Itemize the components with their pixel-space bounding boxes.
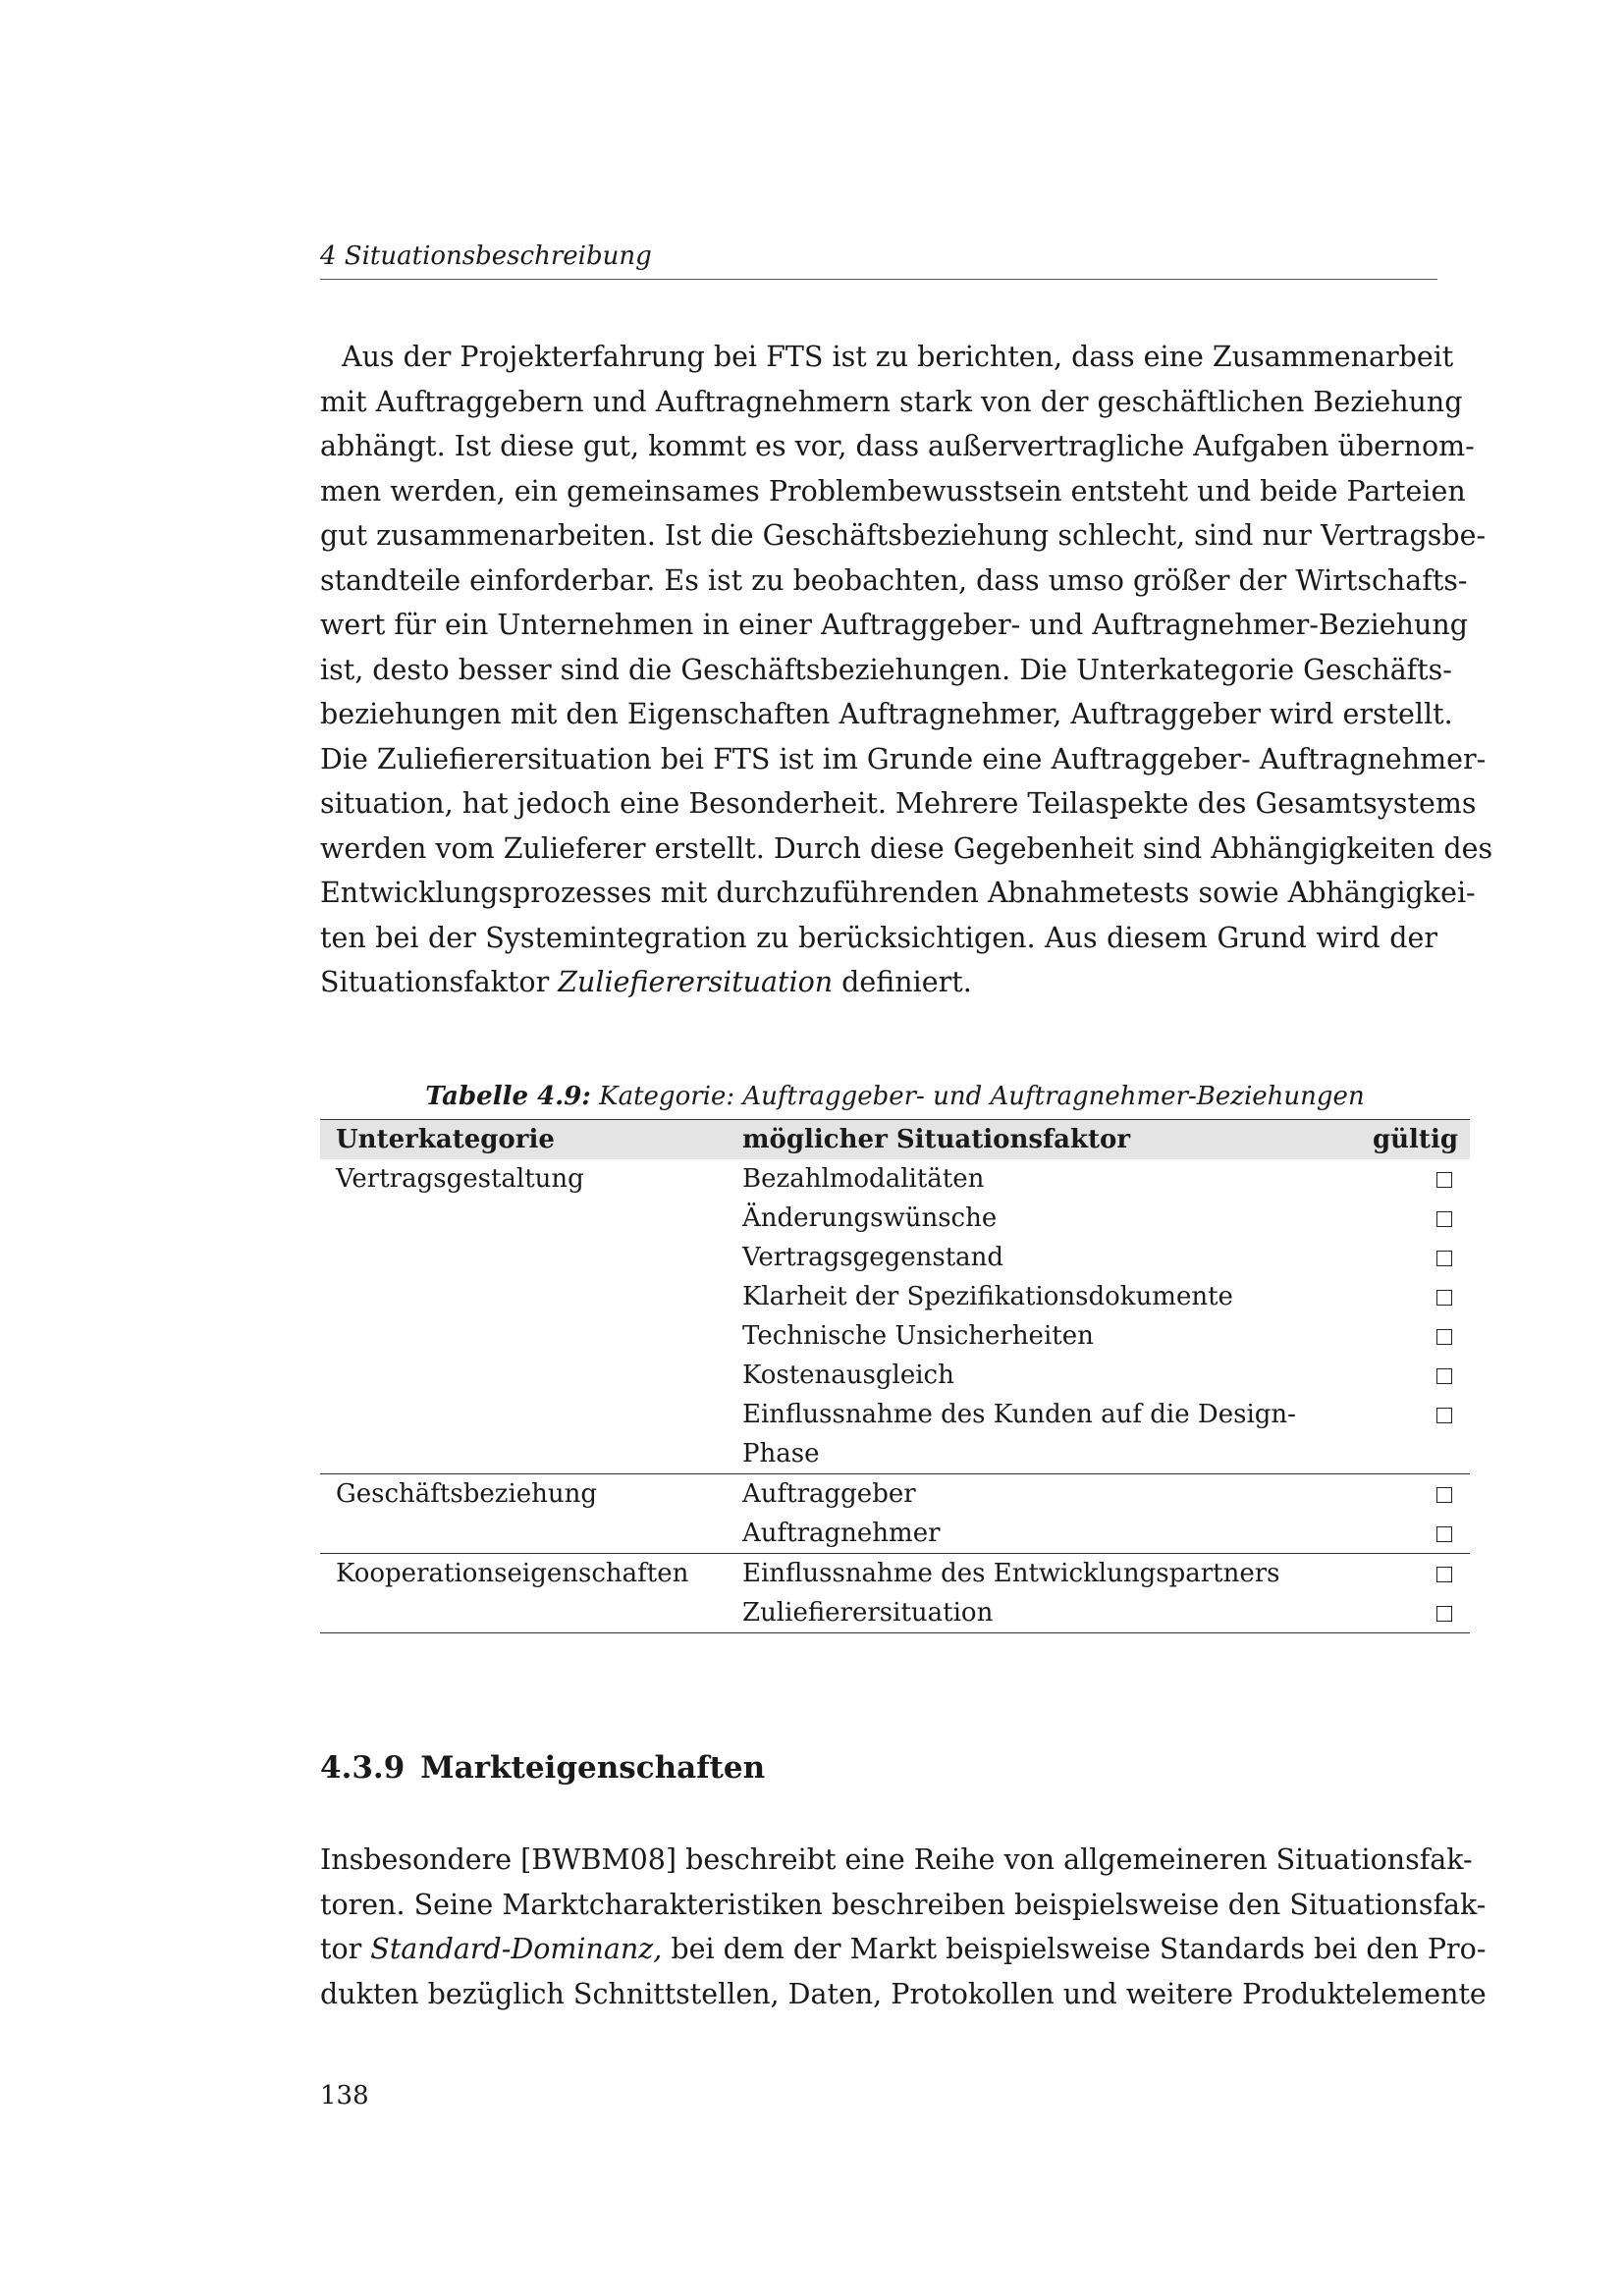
text-line <box>320 960 1437 1005</box>
text-line: Insbesondere [BWBM08] beschreibt eine Reihe von allgemeineren Situationsfak- <box>320 1843 1473 1876</box>
emphasis-term: Zuliefierersituation <box>558 966 834 998</box>
checkbox[interactable] <box>1436 1606 1452 1622</box>
column-header-unterkategorie: Unterkategorie <box>320 1120 742 1160</box>
text-line: situation, hat jedoch eine Besonderheit. Mehrere Teilaspekte des Gesamtsystems <box>320 787 1477 820</box>
text-line: abhängt. Ist diese gut, kommt es vor, dass außervertragliche Aufgaben übernom- <box>320 430 1475 462</box>
factor-cell: Kostenausgleich <box>742 1361 954 1390</box>
text-line <box>320 1927 1487 1972</box>
text-run: Situationsfaktor <box>320 966 559 998</box>
factor-cell: Vertragsgegenstand <box>742 1243 1004 1272</box>
table-row <box>320 1199 1470 1238</box>
table-row <box>320 1238 1470 1277</box>
text-line: wert für ein Unternehmen in einer Auftraggeber- und Auftragnehmer-Beziehung <box>320 609 1468 641</box>
factor-cell: Einflussnahme des Kunden auf die Design- <box>742 1400 1296 1429</box>
column-header-situationsfaktor: möglicher Situationsfaktor <box>742 1120 1340 1160</box>
checkbox[interactable] <box>1436 1290 1452 1306</box>
factor-cell-continuation: Phase <box>742 1439 820 1468</box>
section-number: 4.3.9 <box>320 1750 406 1786</box>
situation-factors-table <box>320 1119 1470 1633</box>
table-caption <box>320 1080 1470 1113</box>
checkbox[interactable] <box>1436 1172 1452 1188</box>
running-header: 4 Situationsbeschreibung <box>320 240 1437 280</box>
text-line: Entwicklungsprozesses mit durchzuführenden Abnahmetests sowie Abhängigkei- <box>320 877 1476 909</box>
category-cell: Vertragsgestaltung <box>336 1164 584 1194</box>
checkbox[interactable] <box>1436 1567 1452 1582</box>
text-run: bei dem der Markt beispielsweise Standards bei den Pro- <box>662 1933 1487 1965</box>
factor-cell: Auftragnehmer <box>742 1519 941 1548</box>
factor-cell: Technische Unsicherheiten <box>742 1321 1094 1351</box>
table-row <box>320 1159 1470 1199</box>
category-cell: Kooperationseigenschaften <box>320 1554 742 1594</box>
checkbox[interactable] <box>1436 1211 1452 1227</box>
emphasis-term: Standard-Dominanz, <box>370 1933 663 1965</box>
text-line: gut zusammenarbeiten. Ist die Geschäftsbeziehung schlecht, sind nur Vertragsbe- <box>320 519 1487 552</box>
text-line: beziehungen mit den Eigenschaften Auftragnehmer, Auftraggeber wird erstellt. <box>320 698 1453 730</box>
text-line: men werden, ein gemeinsames Problembewusstsein entsteht und beide Parteien <box>320 474 1466 507</box>
table-row <box>320 1356 1470 1395</box>
text-run: definiert. <box>833 966 972 998</box>
text-line: ist, desto besser sind die Geschäftsbeziehungen. Die Unterkategorie Geschäfts- <box>320 653 1452 686</box>
category-cell: Geschäftsbeziehung <box>320 1474 742 1515</box>
factor-cell: Einflussnahme des Entwicklungspartners <box>742 1554 1340 1594</box>
factor-cell: Klarheit der Spezifikationsdokumente <box>742 1282 1233 1311</box>
text-line: Aus der Projekterfahrung bei FTS ist zu berichten, dass eine Zusammenarbeit <box>342 341 1454 373</box>
checkbox[interactable] <box>1436 1329 1452 1345</box>
text-line: standteile einforderbar. Es ist zu beobachten, dass umso größer der Wirtschafts- <box>320 563 1468 597</box>
table-row <box>320 1434 1470 1474</box>
checkbox[interactable] <box>1436 1408 1452 1423</box>
table-row <box>320 1554 1470 1594</box>
checkbox[interactable] <box>1436 1251 1452 1266</box>
table-row <box>320 1474 1470 1515</box>
page-number: 138 <box>320 2081 369 2110</box>
table-row <box>320 1316 1470 1356</box>
paragraph-projekterfahrung <box>320 335 1493 1005</box>
table-row <box>320 1593 1470 1633</box>
text-line: werden vom Zulieferer erstellt. Durch diese Gegebenheit sind Abhängigkeiten des <box>320 831 1493 865</box>
checkbox[interactable] <box>1436 1487 1452 1503</box>
checkbox[interactable] <box>1436 1526 1452 1542</box>
table-row <box>320 1277 1470 1316</box>
text-run: tor <box>320 1933 371 1965</box>
text-line: ten bei der Systemintegration zu berücksichtigen. Aus diesem Grund wird der <box>320 921 1437 954</box>
section-title: Markteigenschaften <box>420 1750 766 1786</box>
column-header-gueltig: gültig <box>1340 1120 1470 1160</box>
table-caption-text: Kategorie: Auftraggeber- und Auftragnehmer-Beziehungen <box>590 1082 1365 1111</box>
factor-cell: Zuliefierersituation <box>742 1593 1340 1633</box>
table-caption-label: Tabelle 4.9: <box>425 1082 591 1111</box>
text-line: Die Zuliefierersituation bei FTS ist im Grunde eine Auftraggeber- Auftragnehmer- <box>320 742 1487 775</box>
section-heading <box>320 1748 765 1788</box>
factor-cell: Bezahlmodalitäten <box>742 1164 985 1194</box>
text-line: dukten bezüglich Schnittstellen, Daten, Protokollen und weitere Produktelemente <box>320 1977 1487 2010</box>
table-header-row <box>320 1120 1470 1160</box>
text-line: mit Auftraggebern und Auftragnehmern stark von der geschäftlichen Beziehung <box>320 385 1463 418</box>
factor-cell: Auftraggeber <box>742 1474 1340 1515</box>
table-row <box>320 1395 1470 1434</box>
paragraph-markteigenschaften <box>320 1838 1487 2016</box>
text-line: toren. Seine Marktcharakteristiken beschreiben beispielsweise den Situationsfak- <box>320 1888 1487 1921</box>
table-row <box>320 1514 1470 1554</box>
checkbox[interactable] <box>1436 1368 1452 1384</box>
factor-cell: Änderungswünsche <box>742 1203 998 1233</box>
